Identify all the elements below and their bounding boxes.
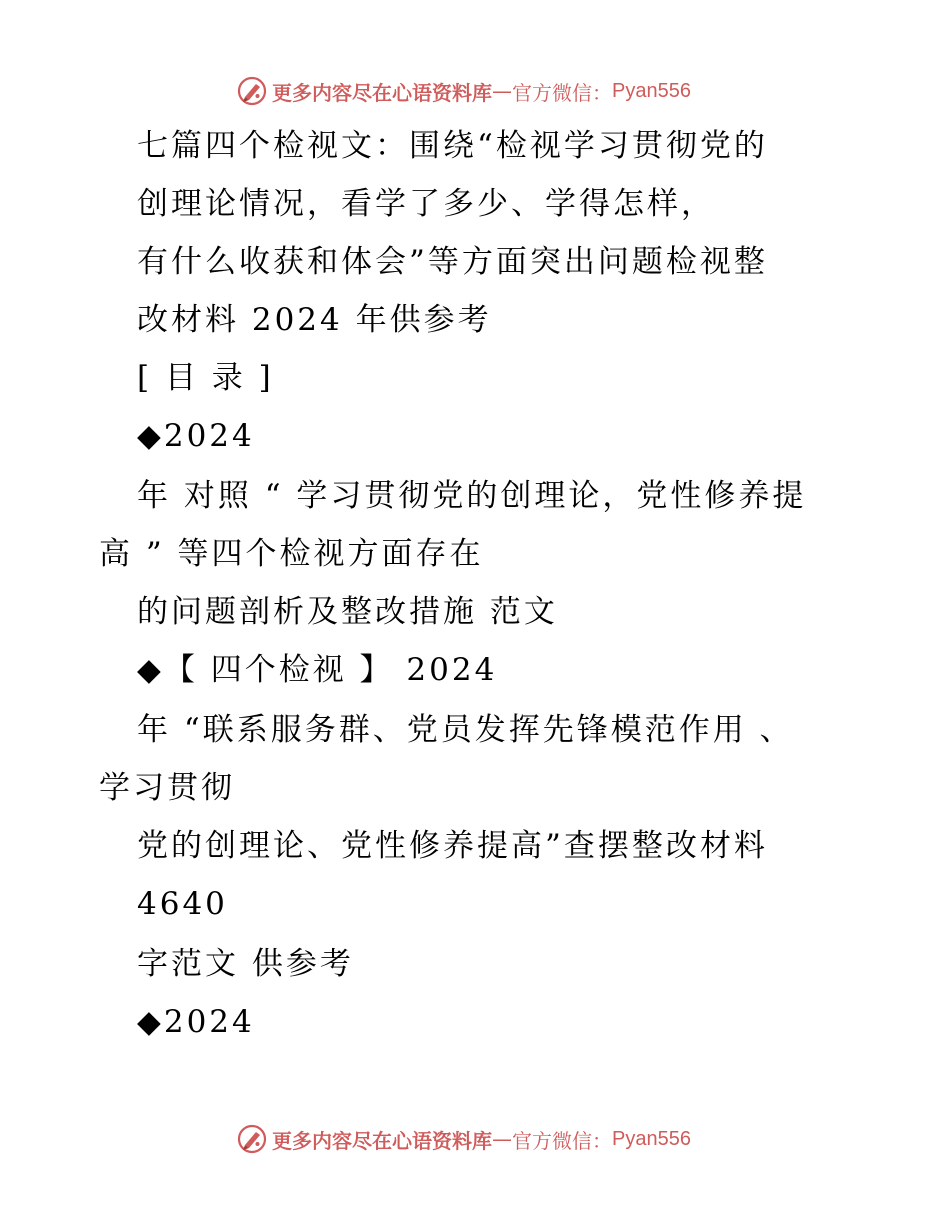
toc-heading: [ 目 录 ] [137,360,274,396]
title-line-2: 创理论情况，看学了多少、学得怎样， [137,186,715,222]
watermark-contact-label: 官方微信： [512,1128,612,1153]
watermark-contact-value: Pyan556 [612,79,691,102]
toc-line: 4640 [137,886,228,922]
watermark-dash: — [492,79,512,103]
header-watermark [236,74,691,108]
watermark-contact-label: 官方微信： [512,80,612,105]
toc-line: 字范文 供参考 [137,946,354,982]
toc-line: 党的创理论、党性修养提高”查摆整改材料 [137,828,768,864]
toc-line: 的问题剖析及整改措施 范文 [137,594,558,630]
toc-line: ◆2024 [137,1004,255,1040]
title-line-4: 改材料 2024 年供参考 [137,302,492,338]
toc-line: 高 ” 等四个检视方面存在 [99,536,484,572]
toc-line: ◆2024 [137,418,255,454]
title-line-1: 七篇四个检视文：围绕“检视学习贯彻党的 [137,128,768,164]
watermark-dash: — [492,1127,512,1151]
toc-line: ◆【 四个检视 】 2024 [137,652,498,688]
pen-logo-icon [236,75,268,107]
toc-line: 学习贯彻 [99,770,235,806]
watermark-brand-text: 更多内容尽在心语资料库 [272,1128,492,1153]
pen-logo-icon [236,1123,268,1155]
watermark-contact-value: Pyan556 [612,1127,691,1150]
title-line-3: 有什么收获和体会”等方面突出问题检视整 [137,244,768,280]
footer-watermark [236,1122,691,1156]
toc-line: 年 “联系服务群、党员发挥先锋模范作用 、 [137,712,794,748]
toc-line: 年 对照 “ 学习贯彻党的创理论，党性修养提 [137,478,807,514]
watermark-brand-text: 更多内容尽在心语资料库 [272,80,492,105]
